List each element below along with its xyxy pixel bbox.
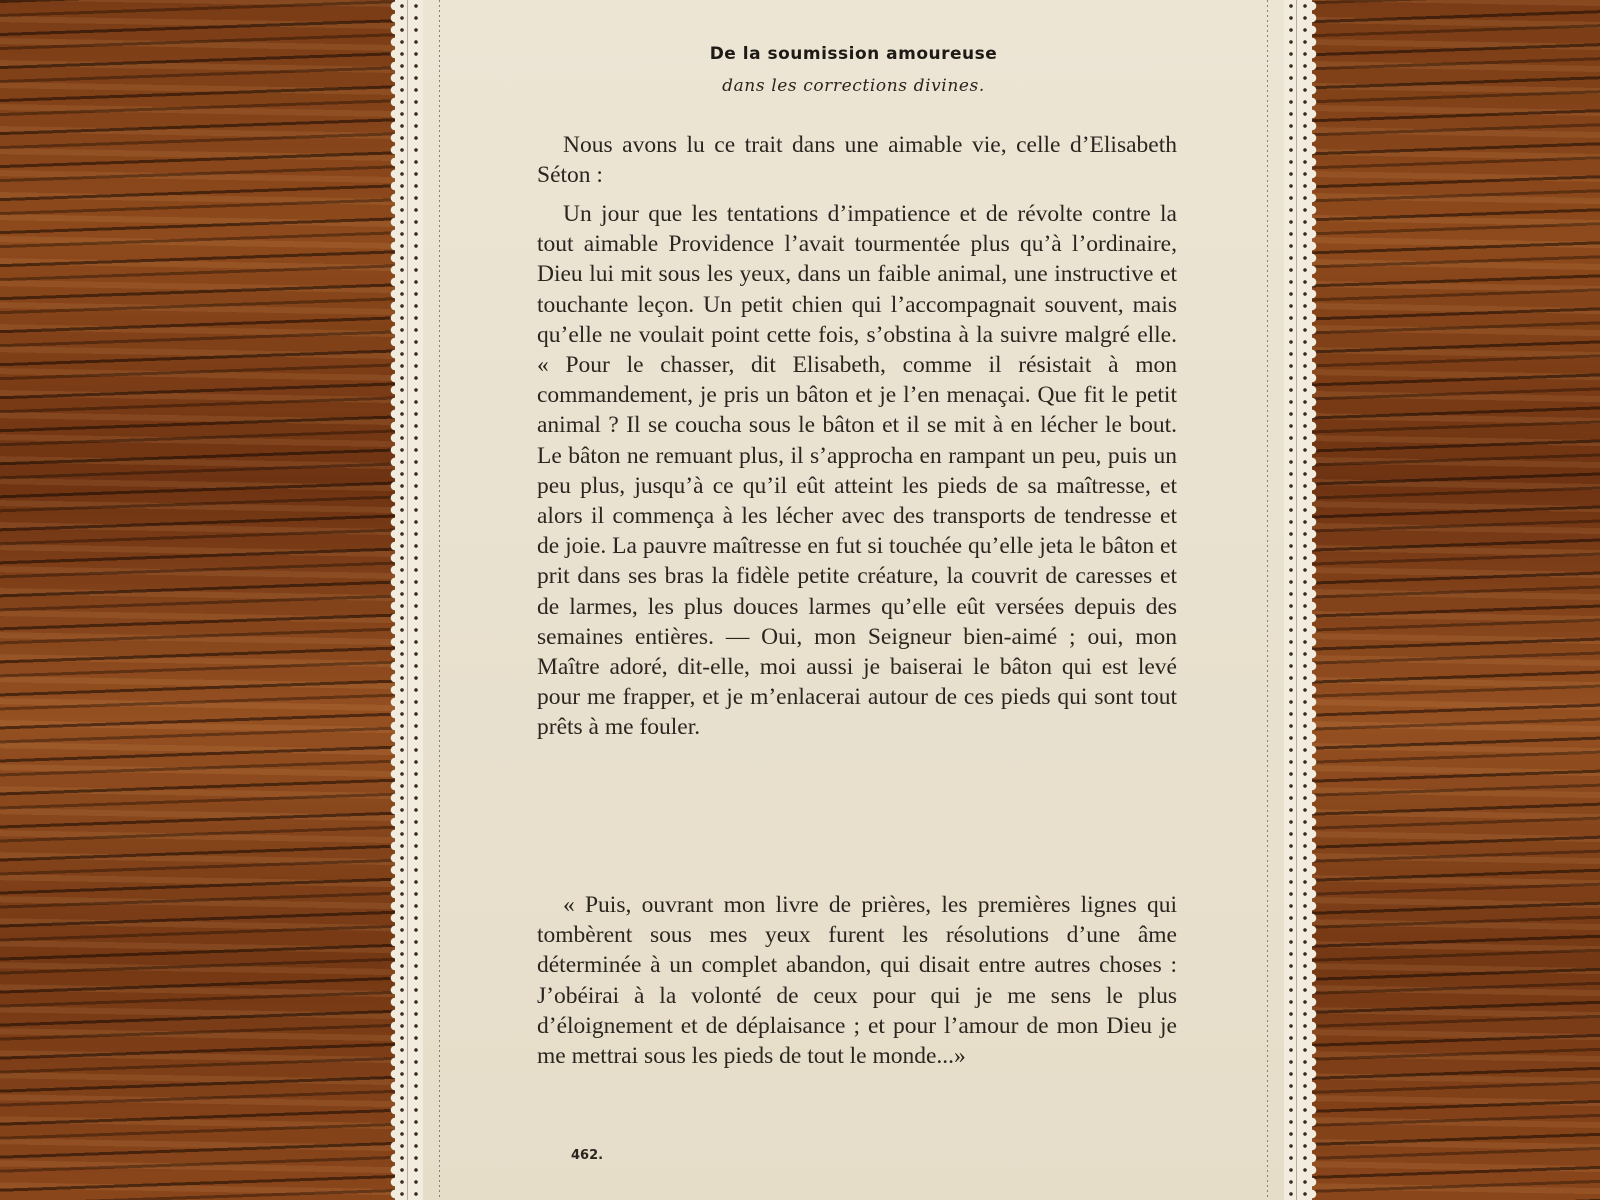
lace-border-left [395, 0, 423, 1200]
body-paragraph-3 [537, 890, 1177, 1071]
body-paragraph-1 [537, 130, 1177, 190]
wood-table-left [0, 0, 395, 1200]
paragraph-text: « Puis, ouvrant mon livre de prières, les premières lignes qui tombèrent sous mes yeux furent les résolutions d’une âme déterminée à un complet abandon, qui disait entre autres choses : J’obéirai à la volonté de ceux pour qui je me sens le plus d’éloignement et de déplaisance ; et pour l’amour de mon Dieu je me mettrai sous les pieds de tout le monde...» [537, 892, 1177, 1070]
paragraph-text: Nous avons lu ce trait dans une aimable vie, celle d’Elisabeth Séton : [537, 132, 1177, 189]
dotted-rule-right [1267, 0, 1268, 1200]
body-paragraph-2 [537, 199, 1177, 743]
page-subtitle: dans les corrections divines. [722, 76, 985, 96]
paragraph-text: Un jour que les tentations d’impatience et de révolte contre la tout aimable Providence l’avait tourmentée plus qu’à l’ordinaire, Dieu lui mit sous les yeux, dans un faible animal, une instructive et touchante leçon. Un petit chien qui l’accompagnait souvent, mais qu’elle ne voulait point cette fois, s’obstina à la suivre malgré elle. « Pour le chasser, dit Elisabeth, comme il résistait à mon commandement, je pris un bâton et je l’en menaçai. Que fit le petit animal ? Il se coucha sous le bâton et il se mit à en lécher le bout. Le bâton ne remuant plus, il s’approcha en rampant un peu, puis un peu plus, jusqu’à ce qu’il eût atteint les pieds de sa maîtresse, et alors il commença à les lécher avec des transports de tendresse et de joie. La pauvre maîtresse en fut si touchée qu’elle jeta le bâton et prit dans ses bras la fidèle petite créature, la couvrit de caresses et de larmes, les plus douces larmes qu’elle eût versées depuis des semaines entières. — Oui, mon Seigneur bien-aimé ; oui, mon Maître adoré, dit-elle, moi aussi je baiserai le bâton qui est levé pour me frapper, et je m’enlacerai autour de ces pieds qui sont tout prêts à me fouler. [537, 201, 1177, 741]
prayer-card [395, 0, 1312, 1200]
page-title: De la soumission amoureuse [709, 44, 998, 64]
lace-border-right [1284, 0, 1312, 1200]
wood-table-right [1312, 0, 1600, 1200]
page-number: 462. [571, 1148, 604, 1163]
dotted-rule-left [439, 0, 440, 1200]
